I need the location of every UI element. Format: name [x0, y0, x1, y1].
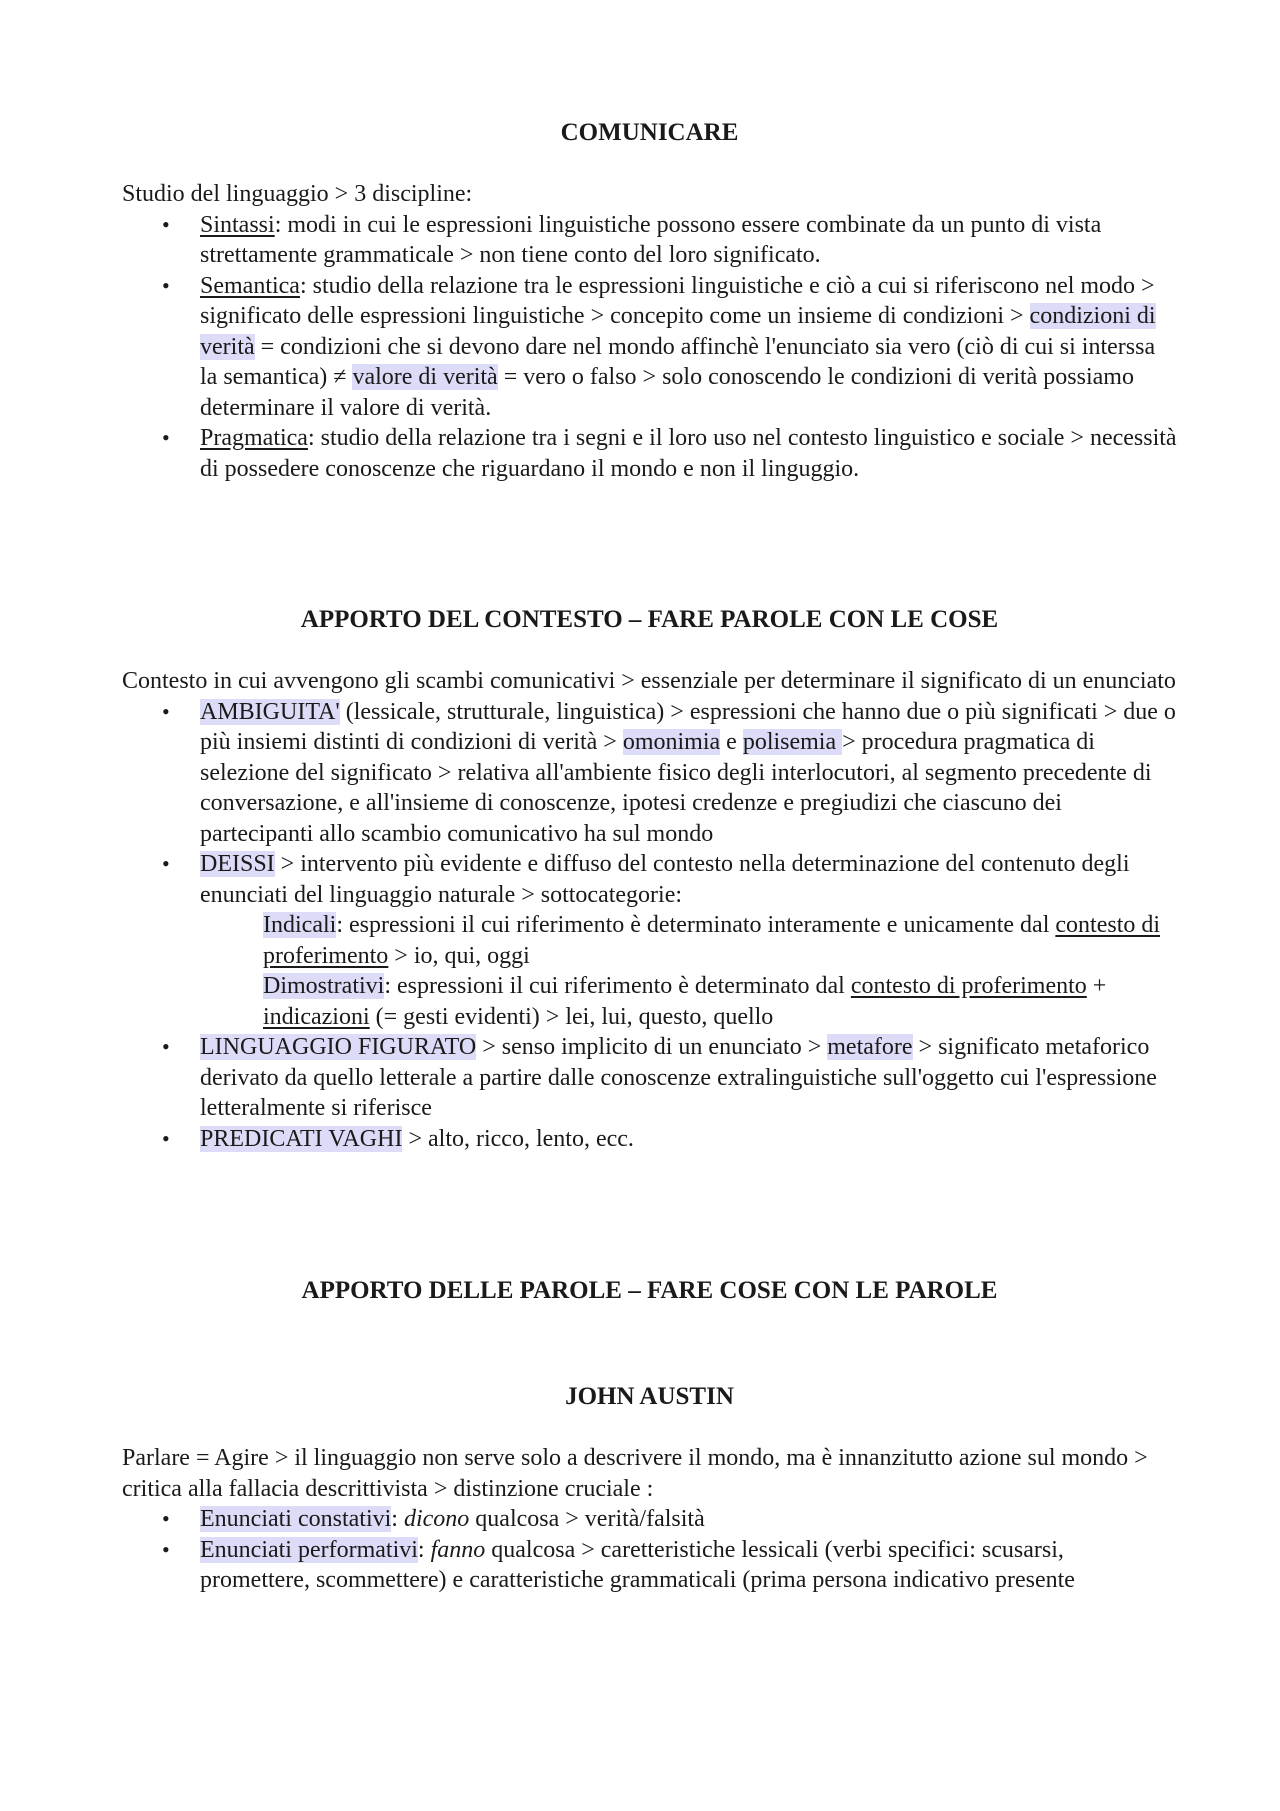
- item-text: (= gesti evidenti) > lei, lui, questo, quello: [369, 1003, 774, 1030]
- item-text: qualcosa > caretteristiche lessicali (verbi specifici: scusarsi, promettere, scommettere) e caratteristiche grammaticali (prima persona indicativo presente: [200, 1536, 1075, 1593]
- intro-paragraph: Parlare = Agire > il linguaggio non serve solo a descrivere il mondo, ma è innanzitutto azione sul mondo > critica alla fallacia descrittivista > distinzione cruciale :: [122, 1445, 1148, 1502]
- item-text: : studio della relazione tra le espressioni linguistiche e ciò a cui si riferiscono nel modo > significato delle espressioni linguistiche > concepito come un insieme di condizioni >: [200, 272, 1155, 329]
- highlight-condizioni-verita: condizioni di verità: [200, 303, 1156, 360]
- underline-contesto-proferimento: contesto di proferimento: [263, 912, 1161, 969]
- bullet-icon: •: [162, 1536, 170, 1562]
- list-item-pragmatica: [122, 423, 1177, 484]
- item-text: +: [1086, 973, 1107, 999]
- item-text: : modi in cui le espressioni linguistiche possono essere combinate da un punto di vista strettamente grammaticale > non tiene conto del loro significato.: [200, 211, 1102, 268]
- bullet-icon: •: [162, 211, 170, 237]
- item-text: = condizioni che si devono dare nel mondo affinchè l'enunciato sia vero (ciò di cui si interssa la semantica) ≠: [200, 333, 1156, 390]
- underline-indicazioni: indicazioni: [263, 1003, 370, 1030]
- bullet-icon: •: [162, 425, 170, 450]
- document-body: [122, 118, 1177, 1596]
- term-predicati-vaghi: PREDICATI VAGHI: [200, 1125, 403, 1152]
- bullet-icon: •: [162, 1125, 170, 1151]
- list-item-sintassi: [122, 210, 1177, 271]
- heading-comunicare: COMUNICARE: [560, 119, 739, 146]
- list-item-deissi: [122, 849, 1177, 1032]
- list-item-enunciati-performativi: [122, 1535, 1177, 1596]
- item-text: = vero o falso > solo conoscendo le condizioni di verità possiamo determinare il valore di verità.: [200, 364, 1134, 421]
- item-text: :: [417, 1536, 431, 1563]
- item-text: e: [720, 729, 743, 755]
- bullet-icon: •: [162, 1034, 170, 1059]
- term-ambiguita: AMBIGUITA': [200, 698, 340, 725]
- sub-item-indicali: [200, 910, 1177, 971]
- item-text: :: [391, 1506, 404, 1532]
- item-text: : espressioni il cui riferimento è determinato interamente e unicamente dal: [336, 912, 1056, 938]
- item-text: > senso implicito di un enunciato >: [476, 1034, 828, 1060]
- heading-apporto-contesto: APPORTO DEL CONTESTO – FARE PAROLE CON LE COSE: [300, 606, 999, 633]
- term-linguaggio-figurato: LINGUAGGIO FIGURATO: [200, 1034, 477, 1060]
- term-enunciati-constativi: Enunciati constativi: [200, 1506, 392, 1532]
- term-pragmatica: Pragmatica: [200, 425, 308, 451]
- intro-paragraph: Contesto in cui avvengono gli scambi comunicativi > essenziale per determinare il significato di un enunciato: [122, 668, 1176, 694]
- intro-paragraph: Studio del linguaggio > 3 discipline:: [122, 181, 473, 207]
- bullet-icon: •: [162, 698, 170, 724]
- bullet-icon: •: [162, 1506, 170, 1531]
- item-text: > significato metaforico derivato da quello letterale a partire dalle conoscenze extralinguistiche sull'oggetto cui l'espressione letteralmente si riferisce: [200, 1034, 1157, 1121]
- highlight-metafore: metafore: [827, 1034, 913, 1060]
- term-semantica: Semantica: [200, 272, 300, 299]
- item-text: > procedura pragmatica di selezione del significato > relativa all'ambiente fisico degli interlocutori, al segmento precedente di conversazione, e all'insieme di conoscenze, ipotesi credenze e pregiudizi che ciascuno dei partecipanti allo scambio comunicativo ha sul mondo: [200, 729, 1152, 847]
- underline-contesto-proferimento: contesto di proferimento: [850, 973, 1087, 999]
- highlight-omonimia: omonimia: [622, 729, 721, 755]
- item-text: > io, qui, oggi: [388, 942, 530, 969]
- term-dimostrativi: Dimostrativi: [263, 973, 385, 999]
- item-text: : espressioni il cui riferimento è determinato dal: [384, 973, 851, 999]
- highlight-polisemia: polisemia: [742, 729, 843, 755]
- item-text: qualcosa > verità/falsità: [469, 1506, 705, 1532]
- item-text: (lessicale, strutturale, linguistica) > espressioni che hanno due o più significati > due o più insiemi distinti di condizioni di verità >: [200, 698, 1176, 755]
- list-item-predicati-vaghi: [122, 1124, 1177, 1155]
- emphasis-fanno: fanno: [430, 1536, 486, 1563]
- term-sintassi: Sintassi: [200, 211, 275, 238]
- heading-john-austin: JOHN AUSTIN: [565, 1383, 734, 1410]
- list-item-enunciati-constativi: [122, 1504, 1177, 1535]
- list-item-ambiguita: [122, 697, 1177, 850]
- enunciati-list: [122, 1504, 1177, 1596]
- term-indicali: Indicali: [263, 912, 337, 938]
- disciplines-list: [122, 210, 1177, 485]
- heading-apporto-parole: APPORTO DELLE PAROLE – FARE COSE CON LE PAROLE: [301, 1277, 998, 1304]
- term-enunciati-performativi: Enunciati performativi: [200, 1536, 418, 1563]
- bullet-icon: •: [162, 272, 170, 298]
- item-text: > intervento più evidente e diffuso del contesto nella determinazione del contenuto degli enunciati del linguaggio naturale > sottocategorie:: [200, 851, 1130, 908]
- item-text: > alto, ricco, lento, ecc.: [402, 1125, 634, 1152]
- emphasis-dicono: dicono: [403, 1506, 470, 1532]
- sub-item-dimostrativi: [200, 971, 1177, 1032]
- contesto-list: [122, 697, 1177, 1155]
- bullet-icon: •: [162, 851, 170, 876]
- item-text: : studio della relazione tra i segni e il loro uso nel contesto linguistico e sociale > necessità di possedere conoscenze che riguardano il mondo e non il linguggio.: [200, 425, 1177, 482]
- term-deissi: DEISSI: [200, 851, 275, 877]
- highlight-valore-verita: valore di verità: [352, 364, 498, 390]
- list-item-linguaggio-figurato: [122, 1032, 1177, 1124]
- list-item-semantica: [122, 271, 1177, 424]
